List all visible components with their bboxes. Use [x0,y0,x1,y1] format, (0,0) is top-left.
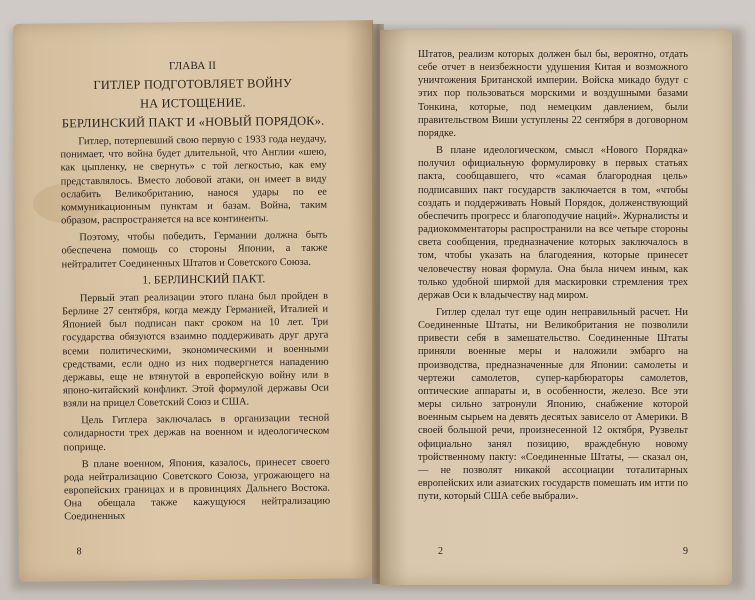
left-text-column [59,59,330,524]
paragraph: Гитлер, потерпевший свою первую с 1933 года неудачу, понимает, что война будет длительной, что Англии «шею, как цыпленку, не свернуть» с той легкостью, как ему представлялось. Вместо лобовой атаки, он имеет в виду ослабить Великобританию, нанося удары по ее коммуникационным пунктам и базам. Война, таким образом, распространяется на все континенты. [60,133,328,227]
section-heading: 1. БЕРЛИНСКИЙ ПАКТ. [142,272,266,287]
chapter-title-line-1: ГИТЛЕР ПОДГОТОВЛЯЕТ ВОЙНУ [93,76,293,93]
paragraph: В плане идеологическом, смысл «Нового Порядка» получил официальную формулировку в первых статьях пакта, сообщавшего, что «самая благородная цель» подписавших пакт государств заключается в том, «чтобы создать и поддерживать Новый Порядок, долженствующий обеспечить прогресс и благоподучие наций». Журналисты и радиокомментаторы распространили на все четыре стороны света сообщения, предназначение которых заключалось в том, чтобы указать на благодеяния, которые принесет человечеству новая формула. Она была ничем иным, как только удобной ширмой для маскировки стремления трех держав Оси к владычеству над миром. [418,145,688,301]
chapter-number: ГЛАВА II [168,59,217,73]
page-number: 8 [76,546,82,558]
chapter-title-line-2: НА ИСТОЩЕНИЕ. [139,95,246,111]
left-page [13,20,379,582]
paragraph: В плане военном, Япония, казалось, принесет своего рода нейтрализацию Советского Союза, угрожающего на европейских границах и в провинциях Дальнего Востока. Она обещала также кажущуюся нейтрализацию Соединенных [63,456,331,523]
paragraph: Штатов, реализм которых должен был бы, вероятно, отдать себе отчет в неизбежности удушения Китая и возможного уничтожения Британской империи. Войска микадо будут с этих пор пользоваться морскими и воздушными базами Тонкина, которые, под немецким давлением, были правительством Виши уступлены 22 сентября в договорном порядке. [418,49,688,139]
right-text-column [418,48,688,503]
right-page [380,30,732,585]
paragraph: Цель Гитлера заключалась в организации тесной солидарности трех держав на военном и идеологическом поприще. [63,412,330,453]
chapter-subtitle: БЕРЛИНСКИЙ ПАКТ И «НОВЫЙ ПОРЯДОК». [61,113,325,131]
paragraph: Поэтому, чтобы победить, Германии должна быть обеспечена помощь со стороны Японии, а также нейтралитет Соединенных Штатов и Советского Союза. [61,229,328,270]
page-number: 9 [683,546,688,557]
signature-mark: 2 [438,546,443,557]
paragraph: Гитлер сделал тут еще один неправильный расчет. Ни Соединенные Штаты, ни Великобритания не позволили привести себя в замешательство. Соединенные Штаты приняли военные меры и наложили эмбарго на производства, предназначенные для Японии: самолеты и чертежи самолетов, супер-карбюраторы самолетов, оптические аппараты и, в особенности, железо. Все эти меры сильно затронули Японию, снабжение которой военным сырьем на девять десятых зависело от Америки. В своей большой речи, произнесенной 12 октября, Рузвельт официально занял позицию, враждебную новому тройственному пакту: «Соединенные Штаты, — сказал он, — не позволят никакой ассоциации тоталитарных европейских или азиатских государств помешать им итти по пути, который США себе выбрали». [418,306,688,503]
paragraph: Первый этап реализации этого плана был пройден в Берлине 27 сентября, когда между Германией, Италией и Японией был подписан пакт сроком на 10 лет. Три государства обязуются взаимно поддерживать друг друга всеми политическими, экономическими и военными средствами, если одно из них подвергнется нападению державы, еще не втянутой в европейскую войну или в японо-китайский конфликт. Этой формулой державы Оси взяли на прицел Советский Союз и США. [62,290,329,410]
